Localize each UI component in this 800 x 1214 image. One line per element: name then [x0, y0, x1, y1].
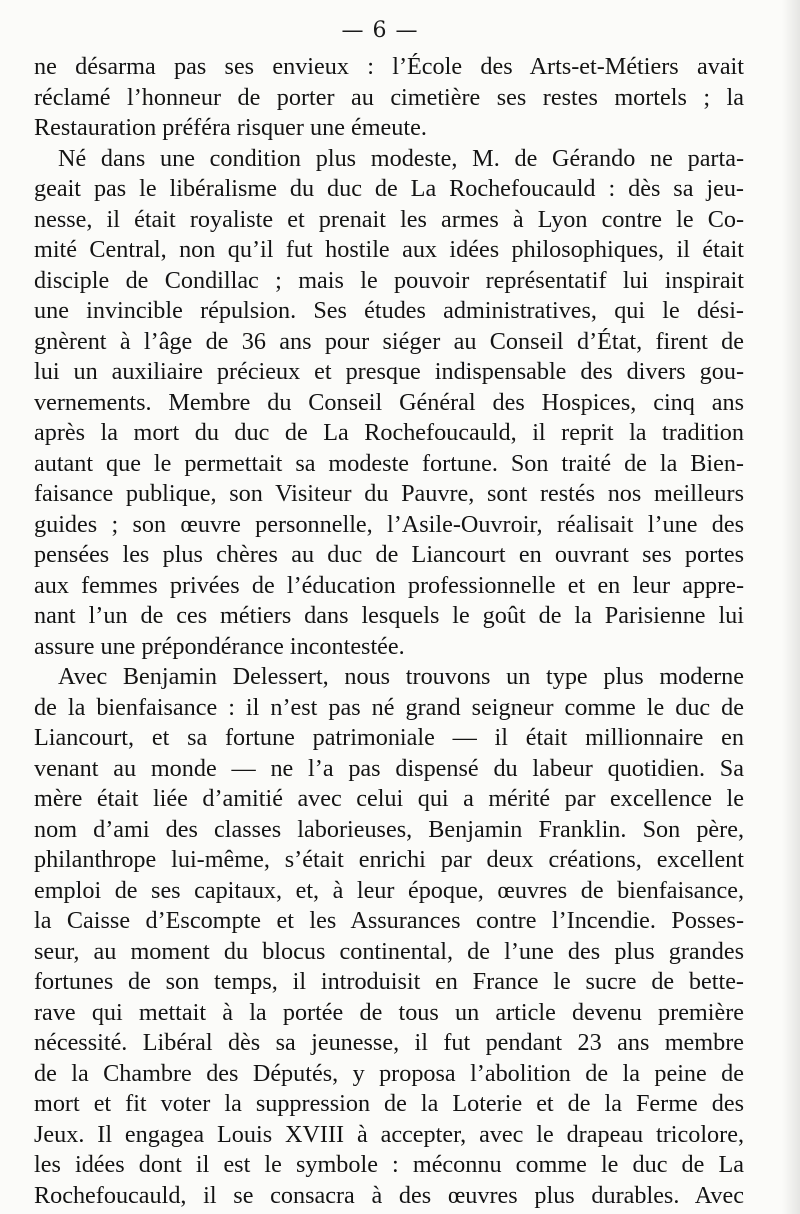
text-line: vernements. Membre du Conseil Général des Hospices, cinq ans [34, 388, 744, 416]
text-line: mère était liée d’amitié avec celui qui a mérité par excellence le [34, 785, 744, 812]
text-line: mort et fit voter la suppression de la Loterie et de la Ferme des [34, 1090, 744, 1117]
text-line: philanthrope lui-même, s’était enrichi par deux créations, excellent [34, 846, 744, 873]
text-line: venant au monde — ne l’a pas dispensé du labeur quotidien. Sa [34, 754, 744, 782]
text-line: les idées dont il est le symbole : méconnu comme le duc de La [34, 1151, 744, 1178]
text-line: fortunes de son temps, il introduisit en France le sucre de bette- [34, 968, 744, 995]
text-line: Rochefoucauld, il se consacra à des œuvres plus durables. Avec [34, 1181, 744, 1209]
text-line: Restauration préféra risquer une émeute. [34, 114, 427, 141]
text-line: seur, au moment du blocus continental, de l’une des plus grandes [34, 937, 744, 965]
text-line: Liancourt, et sa fortune patrimoniale — il était millionnaire en [34, 724, 744, 751]
text-line: guides ; son œuvre personnelle, l’Asile-Ouvroir, réalisait l’une des [34, 510, 744, 538]
text-line: Né dans une condition plus modeste, M. de Gérando ne parta- [58, 144, 744, 172]
text-line: Avec Benjamin Delessert, nous trouvons un type plus moderne [58, 663, 744, 690]
text-line: gnèrent à l’âge de 36 ans pour siéger au Conseil d’État, firent de [34, 327, 744, 355]
text-line: geait pas le libéralisme du duc de La Rochefoucauld : dès sa jeu- [34, 175, 744, 202]
page-edge-shadow [782, 0, 800, 1214]
text-line: nécessité. Libéral dès sa jeunesse, il fut pendant 23 ans membre [34, 1029, 744, 1056]
text-line: pensées les plus chères au duc de Liancourt en ouvrant ses portes [34, 541, 744, 568]
text-line: après la mort du duc de La Rochefoucauld, il reprit la tradition [34, 419, 744, 446]
text-line: mité Central, non qu’il fut hostile aux idées philosophiques, il était [34, 236, 744, 263]
text-line: réclamé l’honneur de porter au cimetière ses restes mortels ; la [34, 83, 744, 111]
body-text [34, 52, 744, 1211]
text-line: ne désarma pas ses envieux : l’École des Arts-et-Métiers avait [34, 53, 744, 80]
text-line: de la Chambre des Députés, y proposa l’abolition de la peine de [34, 1059, 744, 1087]
text-line: autant que le permettait sa modeste fortune. Son traité de la Bien- [34, 449, 744, 477]
text-line: aux femmes privées de l’éducation professionnelle et en leur appre- [34, 571, 744, 599]
text-line: nant l’un de ces métiers dans lesquels le goût de la Parisienne lui [34, 602, 744, 629]
text-line: emploi de ses capitaux, et, à leur époque, œuvres de bienfaisance, [34, 876, 744, 904]
text-line: assure une prépondérance incontestée. [34, 632, 405, 660]
text-line: une invincible répulsion. Ses études administratives, qui le dési- [34, 297, 744, 324]
text-line: la Caisse d’Escompte et les Assurances contre l’Incendie. Posses- [34, 907, 744, 934]
text-line: nom d’ami des classes laborieuses, Benjamin Franklin. Son père, [34, 815, 744, 843]
text-line: Jeux. Il engagea Louis XVIII à accepter, avec le drapeau tricolore, [34, 1120, 744, 1148]
text-line: disciple de Condillac ; mais le pouvoir représentatif lui inspirait [34, 266, 744, 294]
text-line: de la bienfaisance : il n’est pas né grand seigneur comme le duc de [34, 693, 744, 721]
text-line: rave qui mettait à la portée de tous un article devenu première [34, 998, 744, 1026]
text-line: faisance publique, son Visiteur du Pauvre, sont restés nos meilleurs [34, 480, 744, 507]
text-line: nesse, il était royaliste et prenait les armes à Lyon contre le Co- [34, 205, 744, 233]
text-line: lui un auxiliaire précieux et presque indispensable des divers gou- [34, 358, 744, 385]
page-number: — 6 — [341, 18, 419, 43]
